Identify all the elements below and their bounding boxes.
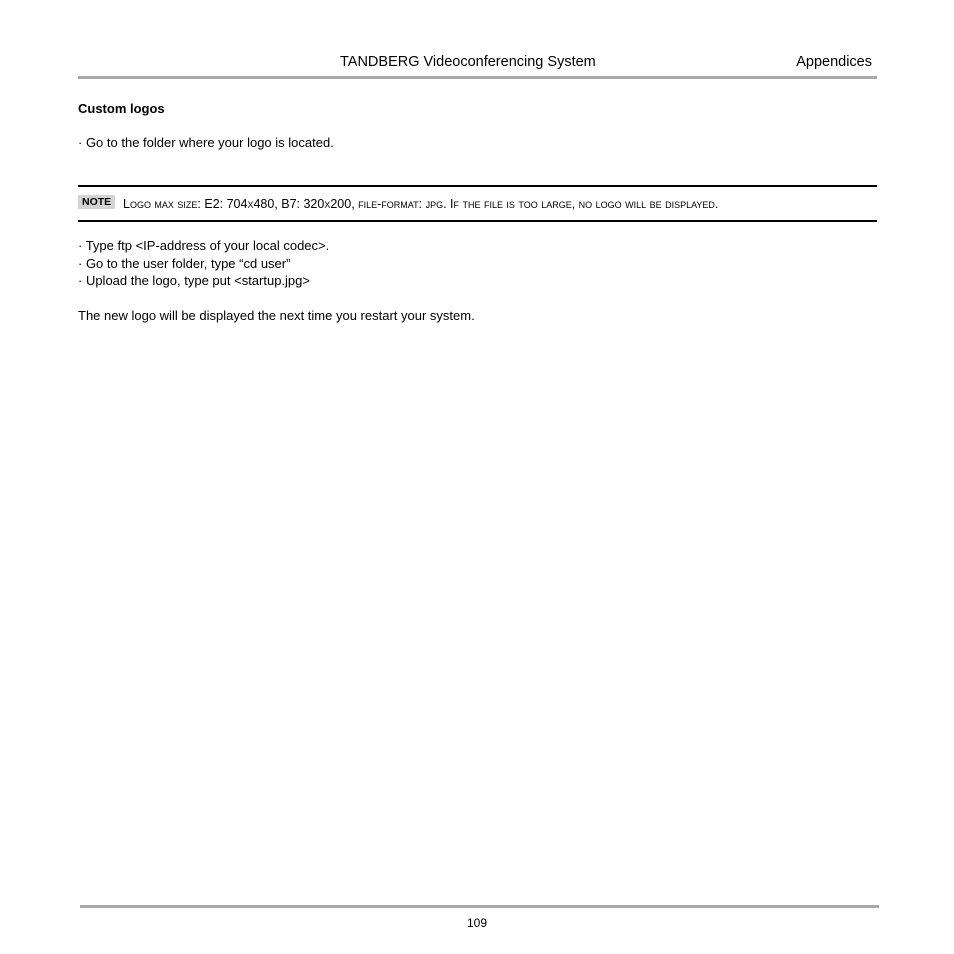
instruction-step: · Upload the logo, type put <startup.jpg> (78, 273, 310, 288)
page-number: 109 (466, 916, 488, 930)
note-text: Logo max size: E2: 704x480, B7: 320x200, file-format: jpg. If the file is too large, no logo will be displayed. (123, 197, 719, 211)
section-heading: Custom logos (78, 101, 165, 116)
document-title: TANDBERG Videoconferencing System (340, 54, 596, 70)
instruction-step: · Go to the user folder, type “cd user” (78, 256, 291, 271)
instruction-step: · Go to the folder where your logo is located. (78, 135, 334, 150)
header-divider (78, 76, 877, 79)
footer-divider (80, 905, 879, 908)
note-top-divider (78, 185, 877, 187)
section-title: Appendices (796, 54, 872, 70)
note-bottom-divider (78, 220, 877, 222)
instruction-step: · Type ftp <IP-address of your local codec>. (78, 238, 330, 253)
closing-paragraph: The new logo will be displayed the next time you restart your system. (78, 308, 475, 323)
note-label: NOTE (78, 195, 115, 209)
